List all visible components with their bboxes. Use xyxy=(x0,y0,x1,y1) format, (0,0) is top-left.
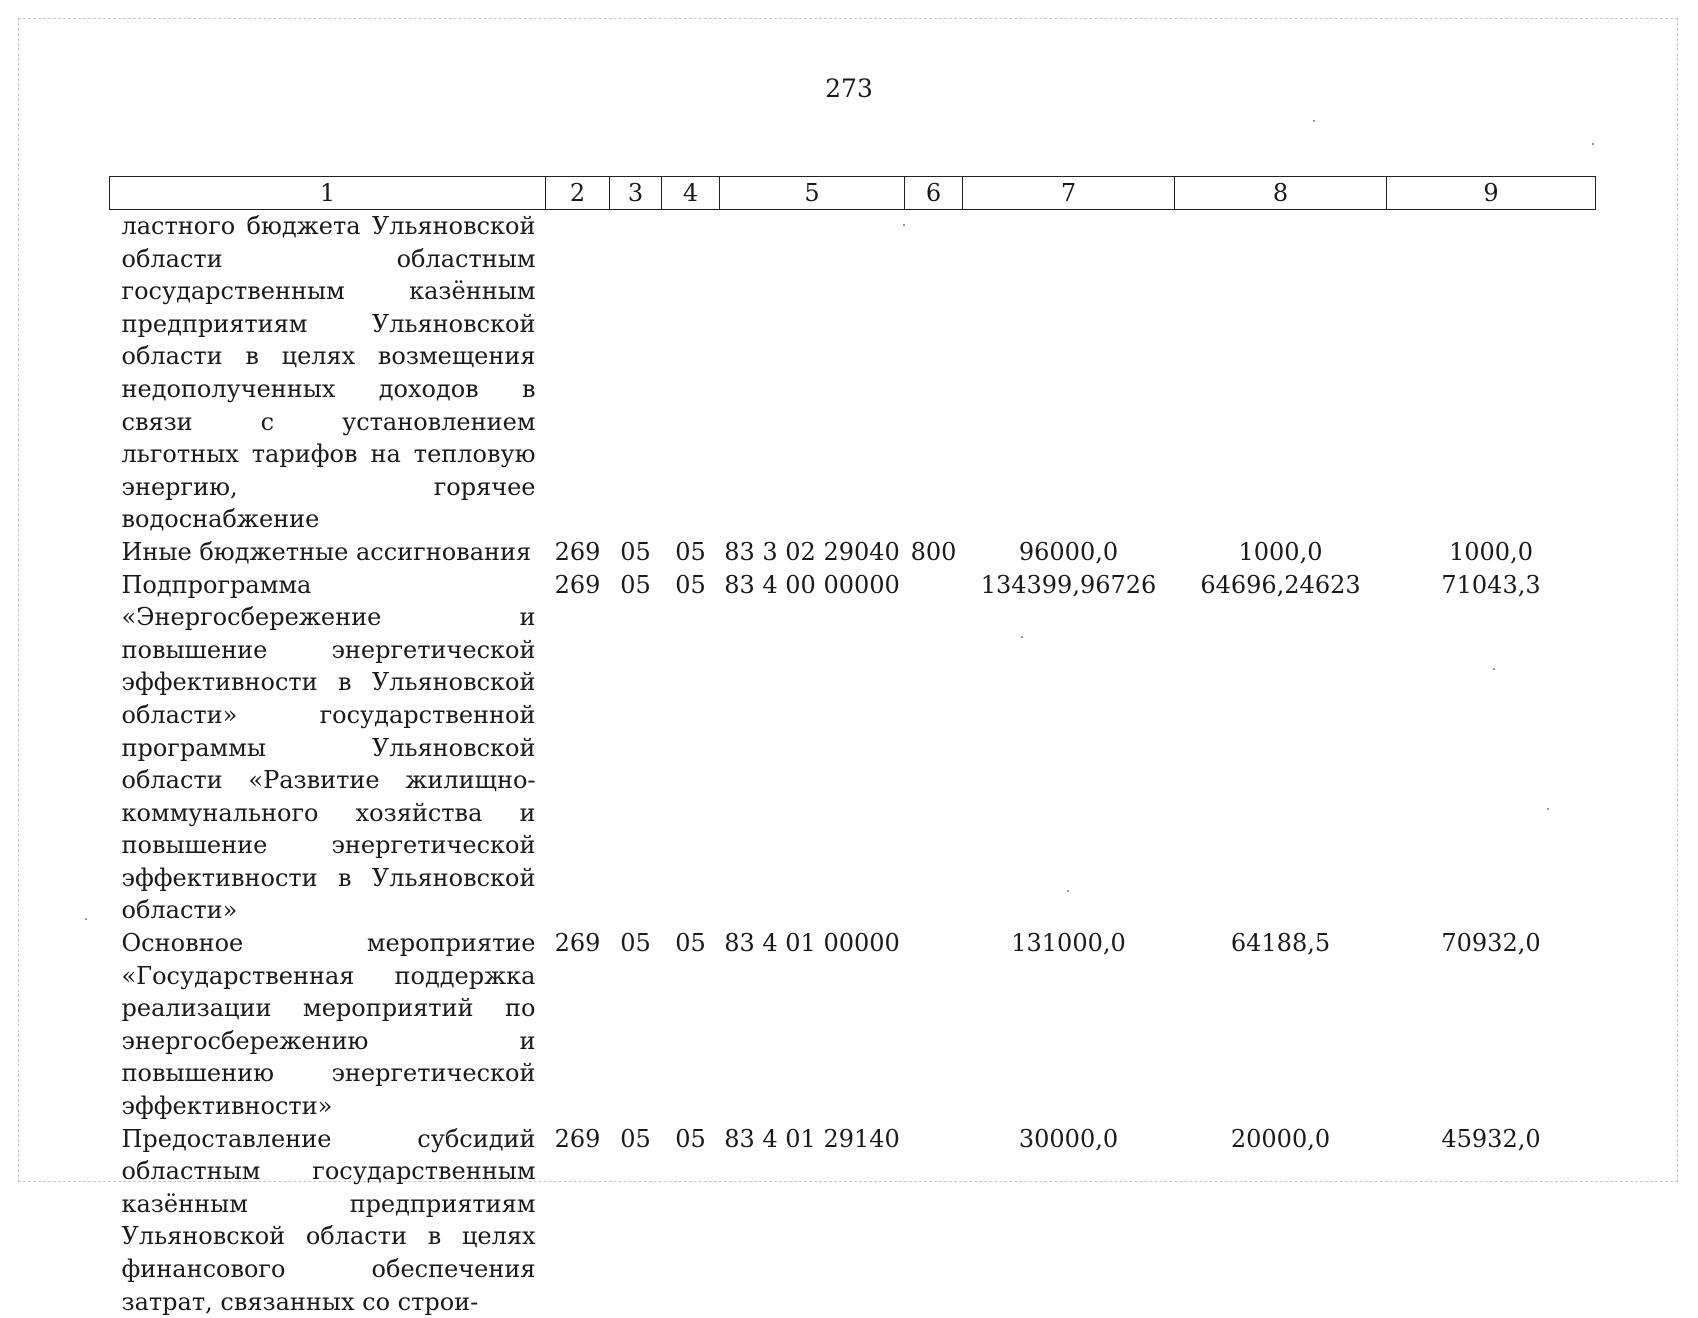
cell-c2: 269 xyxy=(554,929,601,958)
table-header-row xyxy=(110,177,1596,210)
cell-c8: 1000,0 xyxy=(1238,537,1323,566)
cell-c2: 269 xyxy=(554,570,601,599)
table-row xyxy=(110,536,1596,569)
cell-c7: 30000,0 xyxy=(1018,1124,1119,1153)
table-row xyxy=(110,210,1596,536)
column-header: 1 xyxy=(110,177,546,210)
cell-c3: 05 xyxy=(620,1124,651,1153)
row-name: ластного бюджета Ульяновской области областным государственным казённым предприятиям Ульяновской области в целях возмещения недополученных доходов в связи с установлением льготных тарифов на тепловую энергию, горячее водоснабжение xyxy=(121,212,536,534)
cell-c3: 05 xyxy=(620,929,651,958)
budget-table xyxy=(109,176,1596,1318)
page-number: 273 xyxy=(825,74,873,103)
cell-c6: 800 xyxy=(910,537,957,566)
column-header: 9 xyxy=(1387,177,1596,210)
cell-c6 xyxy=(905,569,963,928)
cell-c5: 83 4 00 00000 xyxy=(724,570,900,599)
cell-c4: 05 xyxy=(675,537,706,566)
table-row xyxy=(110,569,1596,928)
cell-c3: 05 xyxy=(620,570,651,599)
cell-c8: 64696,24623 xyxy=(1200,570,1361,599)
scan-speck xyxy=(1313,120,1315,122)
row-name: Основное мероприятие «Государственная поддержка реализации мероприятий по энергосбережению и повышению энергетической эффективности» xyxy=(121,929,536,1121)
cell-c7 xyxy=(963,210,1175,536)
cell-c9: 70932,0 xyxy=(1441,929,1541,958)
cell-c8: 64188,5 xyxy=(1230,929,1331,958)
cell-c6 xyxy=(905,210,963,536)
cell-c8 xyxy=(1175,210,1387,536)
column-header: 6 xyxy=(905,177,963,210)
cell-c9: 71043,3 xyxy=(1441,570,1541,599)
cell-c3: 05 xyxy=(620,537,651,566)
cell-c4: 05 xyxy=(675,570,706,599)
column-header: 3 xyxy=(610,177,662,210)
column-header: 2 xyxy=(546,177,610,210)
cell-c6 xyxy=(905,1123,963,1318)
row-name: Иные бюджетные ассигнования xyxy=(121,537,532,566)
scan-speck xyxy=(1592,143,1594,145)
cell-c2 xyxy=(546,210,610,536)
cell-c6 xyxy=(905,927,963,1123)
cell-c5: 83 3 02 29040 xyxy=(724,537,900,566)
column-header: 4 xyxy=(662,177,720,210)
table-row xyxy=(110,927,1596,1123)
column-header: 5 xyxy=(720,177,905,210)
column-header: 8 xyxy=(1175,177,1387,210)
table-row xyxy=(110,1123,1596,1318)
cell-c8: 20000,0 xyxy=(1230,1124,1331,1153)
cell-c5 xyxy=(720,210,905,536)
scan-speck xyxy=(85,918,87,920)
row-name: Подпрограмма «Энергосбережение и повышение энергетической эффективности в Ульяновской области» государственной программы Ульяновской области «Развитие жилищно-коммунального хозяйства и повышение энергетической эффективности в Ульяновской области» xyxy=(121,570,536,925)
column-header: 7 xyxy=(963,177,1175,210)
cell-c2: 269 xyxy=(554,1124,601,1153)
cell-c9: 1000,0 xyxy=(1449,537,1533,566)
cell-c5: 83 4 01 29140 xyxy=(724,1124,900,1153)
row-name: Предоставление субсидий областным государственным казённым предприятиям Ульяновской области в целях финансового обеспечения затрат, связанных со строи- xyxy=(121,1124,536,1316)
cell-c5: 83 4 01 00000 xyxy=(724,929,900,958)
cell-c3 xyxy=(610,210,662,536)
cell-c7: 96000,0 xyxy=(1018,537,1119,566)
cell-c9 xyxy=(1387,210,1596,536)
cell-c7: 134399,96726 xyxy=(980,570,1157,599)
cell-c4: 05 xyxy=(675,1124,706,1153)
cell-c2: 269 xyxy=(554,537,601,566)
cell-c4: 05 xyxy=(675,929,706,958)
cell-c7: 131000,0 xyxy=(1011,929,1126,958)
cell-c9: 45932,0 xyxy=(1441,1124,1541,1153)
cell-c4 xyxy=(662,210,720,536)
